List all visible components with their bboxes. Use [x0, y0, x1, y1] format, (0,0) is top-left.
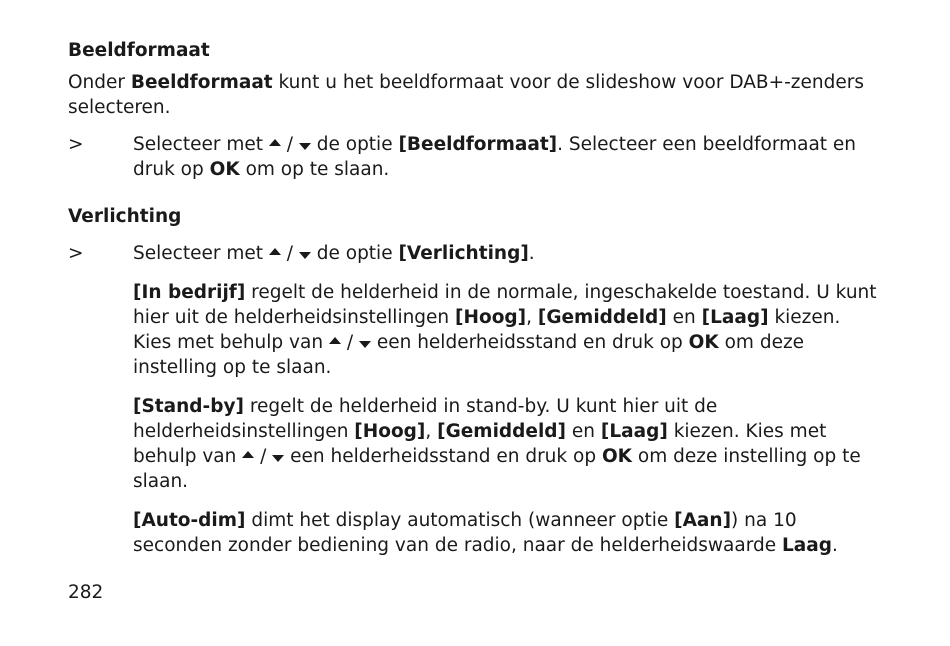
step-beeldformaat: > Selecteer met / de optie [Beeldformaat]. Selecteer een beeldformaat en druk op OK om op te slaan. [68, 134, 857, 180]
arrow-down-icon [299, 252, 311, 259]
page-number: 282 [68, 582, 104, 603]
manual-page [68, 38, 880, 558]
paragraph-auto-dim: [Auto-dim] dimt het display automatisch (wanneer optie [Aan]) na 10 seconden zonder bediening van de radio, naar de helderheidswaarde Laag. [133, 510, 838, 556]
arrow-down-icon [299, 143, 311, 150]
arrow-down-icon [359, 341, 371, 348]
heading-beeldformaat: Beeldformaat [68, 40, 210, 61]
arrow-down-icon [272, 455, 284, 462]
paragraph-in-bedrijf: [In bedrijf] regelt de helderheid in de normale, ingeschakelde toestand. U kunt hier uit de helderheidsinstellingen [Hoog], [Gemiddeld] en [Laag] kiezen. Kies met behulp van / een helderheidsstand en druk op OK om deze instelling op te slaan. [133, 282, 877, 378]
step-verlichting: > Selecteer met / de optie [Verlichting]. [68, 243, 535, 264]
intro-beeldformaat: Onder Beeldformaat kunt u het beeldformaat voor de slideshow voor DAB+-zenders selecteren. [68, 72, 864, 118]
step-marker: > [68, 134, 84, 155]
heading-verlichting: Verlichting [68, 206, 182, 227]
arrow-up-icon [329, 337, 341, 344]
arrow-up-icon [269, 248, 281, 255]
arrow-up-icon [269, 139, 281, 146]
step-marker: > [68, 243, 84, 264]
arrow-up-icon [242, 451, 254, 458]
paragraph-stand-by: [Stand-by] regelt de helderheid in stand-by. U kunt hier uit de helderheidsinstellingen [Hoog], [Gemiddeld] en [Laag] kiezen. Kies met behulp van / een helderheidsstand en druk op OK om deze instelling op te slaan. [133, 396, 861, 492]
